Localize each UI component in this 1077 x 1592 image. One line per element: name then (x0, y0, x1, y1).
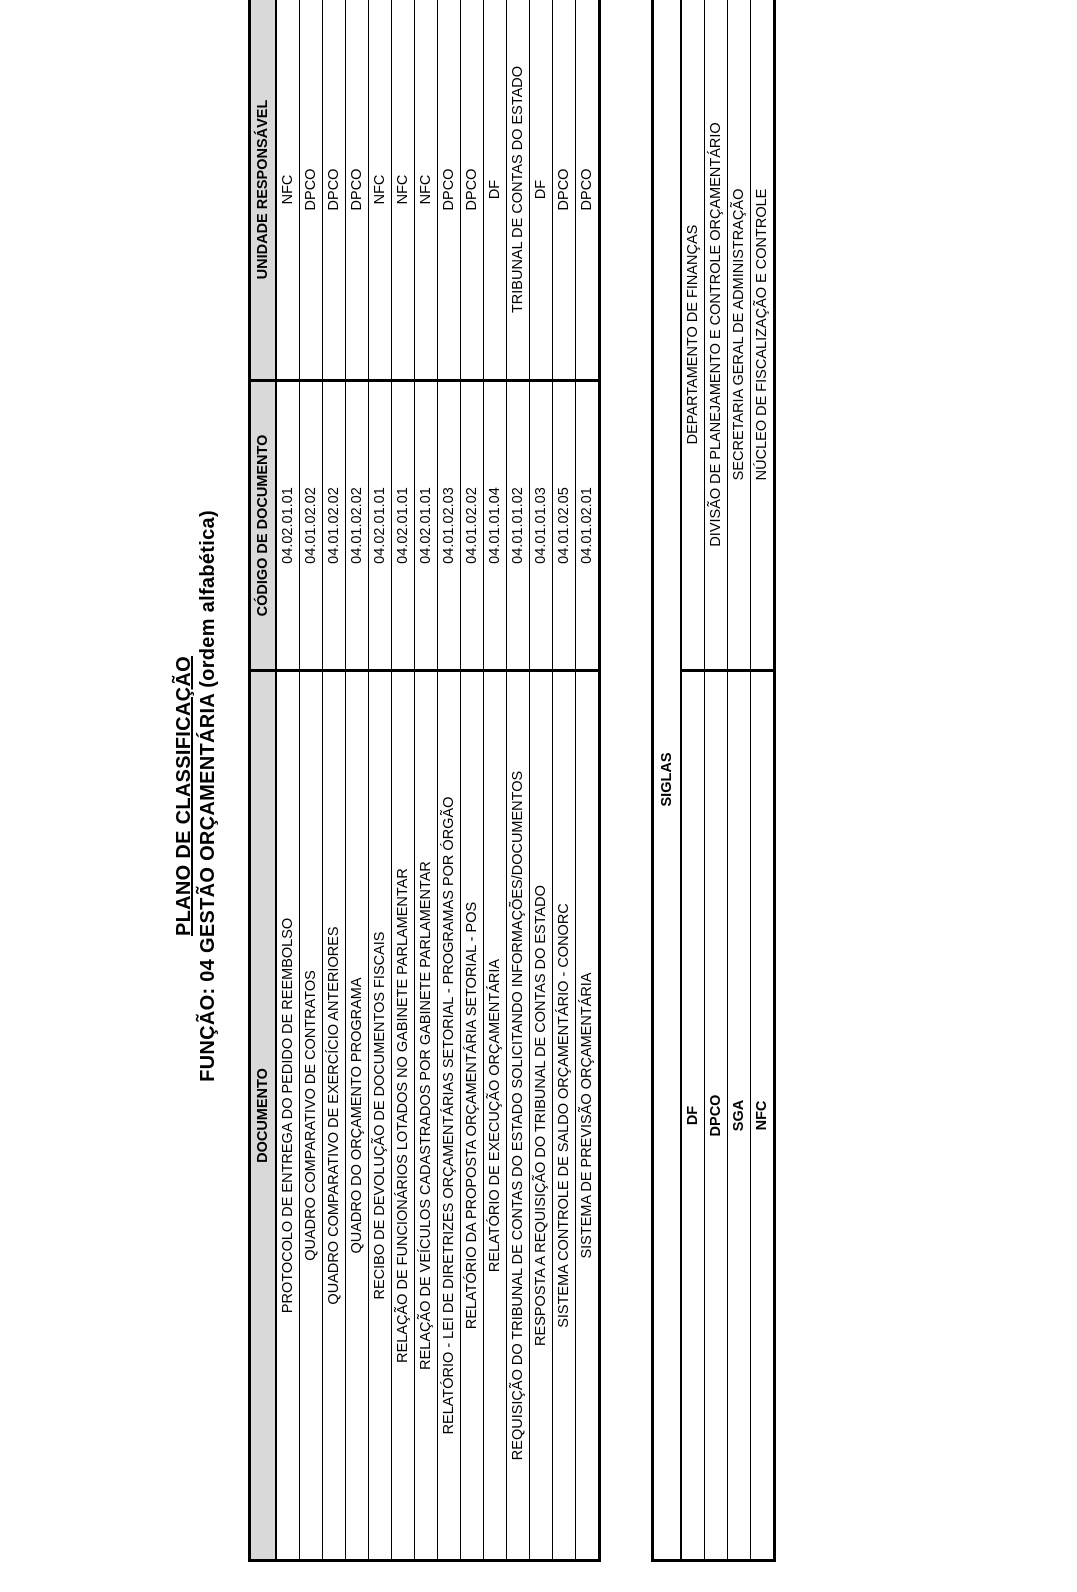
cell-unidade: DPCO (300, 0, 323, 381)
function-title: FUNÇÃO: 04 GESTÃO ORÇAMENTÁRIA (197, 693, 219, 1082)
cell-unidade: DF (530, 0, 553, 381)
cell-documento: RELATÓRIO DE EXECUÇÃO ORÇAMENTÁRIA (484, 671, 507, 1561)
cell-codigo: 04.01.02.02 (461, 381, 484, 671)
cell-unidade: NFC (392, 0, 415, 381)
table-row (553, 0, 576, 1561)
cell-codigo: 04.02.01.01 (276, 381, 300, 671)
cell-documento: RESPOSTA A REQUISIÇÃO DO TRIBUNAL DE CONTAS DO ESTADO (530, 671, 553, 1561)
cell-documento: RECIBO DE DEVOLUÇÃO DE DOCUMENTOS FISCAIS (369, 671, 392, 1561)
table-row (276, 0, 300, 1561)
table-row (300, 0, 323, 1561)
table-row (392, 0, 415, 1561)
cell-unidade: DPCO (553, 0, 576, 381)
cell-documento: RELAÇÃO DE FUNCIONÁRIOS LOTADOS NO GABINETE PARLAMENTAR (392, 671, 415, 1561)
table-row (323, 0, 346, 1561)
cell-documento: RELATÓRIO DA PROPOSTA ORÇAMENTÁRIA SETORIAL - POS (461, 671, 484, 1561)
cell-documento: SISTEMA CONTROLE DE SALDO ORÇAMENTÁRIO - CONORC (553, 671, 576, 1561)
sigla-row (705, 0, 728, 1561)
cell-documento: RELAÇÃO DE VEÍCULOS CADASTRADOS POR GABINETE PARLAMENTAR (415, 671, 438, 1561)
sigla-description: DIVISÃO DE PLANEJAMENTO E CONTROLE ORÇAMENTÁRIO (705, 0, 728, 671)
cell-codigo: 04.01.01.02 (507, 381, 530, 671)
cell-unidade: NFC (369, 0, 392, 381)
table-header-row (250, 0, 277, 1561)
cell-unidade: DPCO (461, 0, 484, 381)
classification-table (248, 0, 601, 1562)
cell-unidade: DPCO (576, 0, 600, 381)
sigla-row (728, 0, 751, 1561)
sigla-cell: NFC (751, 671, 775, 1561)
sigla-cell: DF (681, 671, 705, 1561)
cell-unidade: NFC (415, 0, 438, 381)
cell-documento: QUADRO COMPARATIVO DE EXERCÍCIO ANTERIORES (323, 671, 346, 1561)
sigla-description: SECRETARIA GERAL DE ADMINISTRAÇÃO (728, 0, 751, 671)
table-row (576, 0, 600, 1561)
siglas-header-row (653, 0, 682, 1561)
header-codigo: CÓDIGO DE DOCUMENTO (250, 381, 277, 671)
cell-documento: REQUISIÇÃO DO TRIBUNAL DE CONTAS DO ESTADO SOLICITANDO INFORMAÇÕES/DOCUMENTOS (507, 671, 530, 1561)
cell-codigo: 04.01.01.03 (530, 381, 553, 671)
cell-codigo: 04.01.02.05 (553, 381, 576, 671)
cell-documento: SISTEMA DE PREVISÃO ORÇAMENTÁRIA (576, 671, 600, 1561)
cell-unidade: DPCO (346, 0, 369, 381)
table-row (346, 0, 369, 1561)
table-row (415, 0, 438, 1561)
table-row (484, 0, 507, 1561)
cell-codigo: 04.01.02.02 (300, 381, 323, 671)
cell-codigo: 04.01.01.04 (484, 381, 507, 671)
cell-unidade: DF (484, 0, 507, 381)
siglas-header: SIGLAS (653, 0, 682, 1561)
sigla-cell: DPCO (705, 671, 728, 1561)
table-row (438, 0, 461, 1561)
cell-unidade: TRIBUNAL DE CONTAS DO ESTADO (507, 0, 530, 381)
sigla-description: DEPARTAMENTO DE FINANÇAS (681, 0, 705, 671)
cell-codigo: 04.01.02.03 (438, 381, 461, 671)
cell-codigo: 04.02.01.01 (415, 381, 438, 671)
cell-documento: QUADRO COMPARATIVO DE CONTRATOS (300, 671, 323, 1561)
sigla-cell: SGA (728, 671, 751, 1561)
cell-codigo: 04.02.01.01 (369, 381, 392, 671)
cell-documento: PROTOCOLO DE ENTREGA DO PEDIDO DE REEMBOLSO (276, 671, 300, 1561)
cell-codigo: 04.01.02.02 (323, 381, 346, 671)
cell-unidade: DPCO (438, 0, 461, 381)
cell-documento: QUADRO DO ORÇAMENTO PROGRAMA (346, 671, 369, 1561)
cell-unidade: DPCO (323, 0, 346, 381)
cell-codigo: 04.01.02.01 (576, 381, 600, 671)
siglas-table (651, 0, 776, 1562)
cell-documento: RELATÓRIO - LEI DE DIRETRIZES ORÇAMENTÁRIAS SETORIAL - PROGRAMAS POR ÓRGÃO (438, 671, 461, 1561)
cell-codigo: 04.01.02.02 (346, 381, 369, 671)
table-row (530, 0, 553, 1561)
cell-codigo: 04.02.01.01 (392, 381, 415, 671)
header-documento: DOCUMENTO (250, 671, 277, 1561)
title-block (172, 0, 220, 1592)
table-row (461, 0, 484, 1561)
sigla-row (681, 0, 705, 1561)
page-subtitle (196, 0, 220, 1592)
table-row (369, 0, 392, 1561)
header-unidade: UNIDADE RESPONSÁVEL (250, 0, 277, 381)
table-row (507, 0, 530, 1561)
order-note: (ordem alfabética) (197, 510, 219, 688)
sigla-description: NÚCLEO DE FISCALIZAÇÃO E CONTROLE (751, 0, 775, 671)
cell-unidade: NFC (276, 0, 300, 381)
page-title: PLANO DE CLASSIFICAÇÃO (173, 656, 195, 936)
sigla-row (751, 0, 775, 1561)
